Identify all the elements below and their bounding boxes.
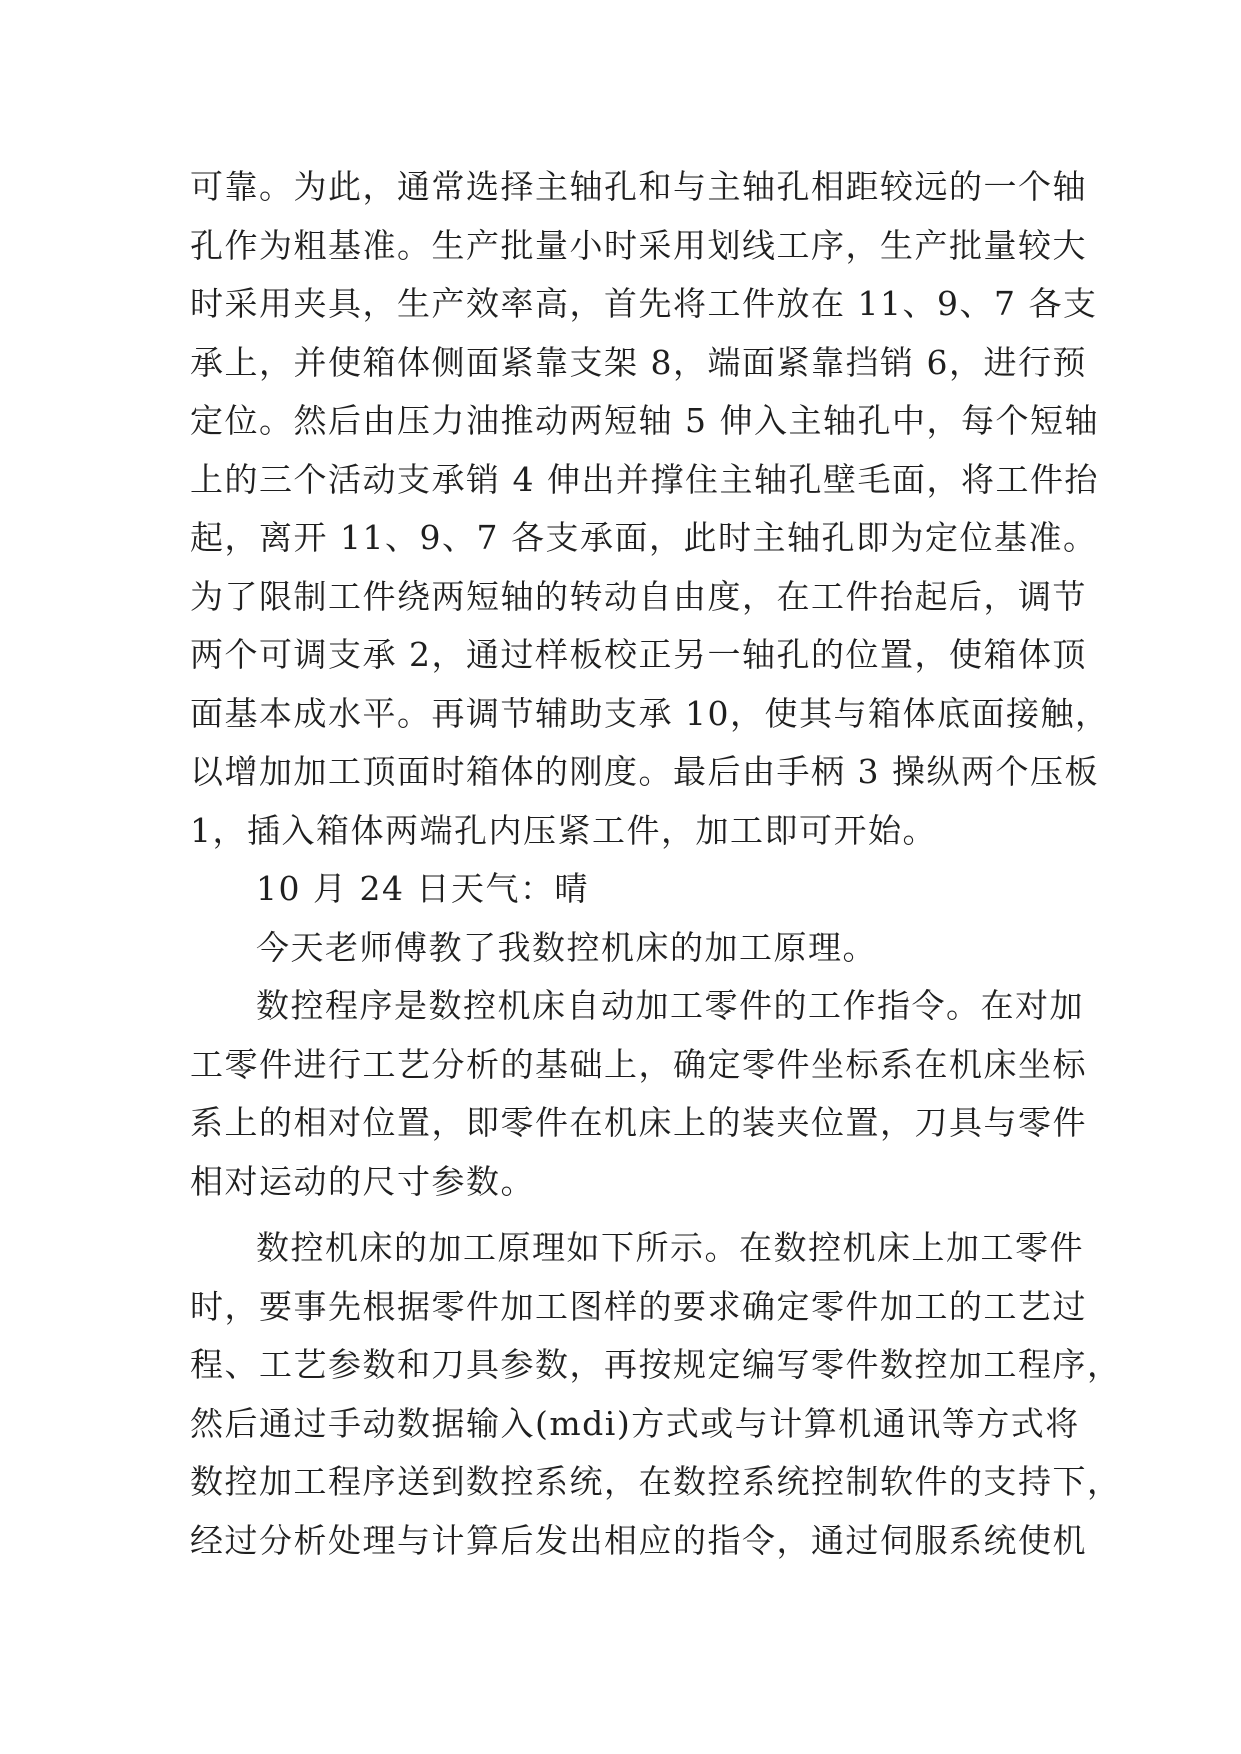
text-line: 数控加工程序送到数控系统，在数控系统控制软件的支持下，	[190, 1462, 1122, 1501]
paragraph-fixture-procedure	[190, 158, 1110, 860]
text-line: 系上的相对位置，即零件在机床上的装夹位置，刀具与零件	[190, 1103, 1087, 1142]
text-line: 上的三个活动支承销 4 伸出并撑住主轴孔壁毛面，将工件抬	[190, 459, 1099, 499]
paragraph-intro	[190, 919, 1070, 978]
paragraph-nc-principle	[190, 1219, 1122, 1570]
text-line: 以增加加工顶面时箱体的刚度。最后由手柄 3 操纵两个压板	[190, 752, 1099, 791]
text-line: 起，离开 11、9、7 各支承面，此时主轴孔即为定位基准。	[190, 518, 1098, 557]
text-line: 经过分析处理与计算后发出相应的指令，通过伺服系统使机	[190, 1520, 1087, 1560]
text-line: 承上，并使箱体侧面紧靠支架 8，端面紧靠挡销 6，进行预	[190, 342, 1087, 382]
text-line: 孔作为粗基准。生产批量小时采用划线工序，生产批量较大	[190, 225, 1087, 265]
text-line: 时，要事先根据零件加工图样的要求确定零件加工的工艺过	[190, 1286, 1087, 1326]
text-line: 可靠。为此，通常选择主轴孔和与主轴孔相距较远的一个轴	[190, 167, 1087, 206]
text-line: 今天老师傅教了我数控机床的加工原理。	[256, 927, 877, 967]
text-line: 定位。然后由压力油推动两短轴 5 伸入主轴孔中，每个短轴	[190, 401, 1099, 440]
text-line: 数控程序是数控机床自动加工零件的工作指令。在对加	[256, 986, 1084, 1025]
text-line: 为了限制工件绕两短轴的转动自由度，在工件抬起后，调节	[190, 576, 1087, 616]
text-line: 相对运动的尺寸参数。	[190, 1161, 535, 1201]
text-line: 1，插入箱体两端孔内压紧工件，加工即可开始。	[190, 810, 937, 850]
text-line: 数控机床的加工原理如下所示。在数控机床上加工零件	[256, 1228, 1084, 1267]
text-line: 然后通过手动数据输入(mdi)方式或与计算机通讯等方式将	[190, 1403, 1080, 1443]
text-line: 工零件进行工艺分析的基础上，确定零件坐标系在机床坐标	[190, 1044, 1087, 1084]
text-line: 时采用夹具，生产效率高，首先将工件放在 11、9、7 各支	[190, 284, 1098, 323]
text-line: 程、工艺参数和刀具参数，再按规定编写零件数控加工程序，	[190, 1345, 1122, 1384]
body-text	[190, 158, 1122, 1570]
text-line: 两个可调支承 2，通过样板校正另一轴孔的位置，使箱体顶	[190, 635, 1087, 674]
text-line: 面基本成水平。再调节辅助支承 10，使其与箱体底面接触，	[190, 693, 1110, 733]
paragraph-nc-program	[190, 977, 1087, 1211]
text-line: 10 月 24 日天气：晴	[256, 869, 589, 908]
diary-date-weather	[190, 860, 1070, 919]
